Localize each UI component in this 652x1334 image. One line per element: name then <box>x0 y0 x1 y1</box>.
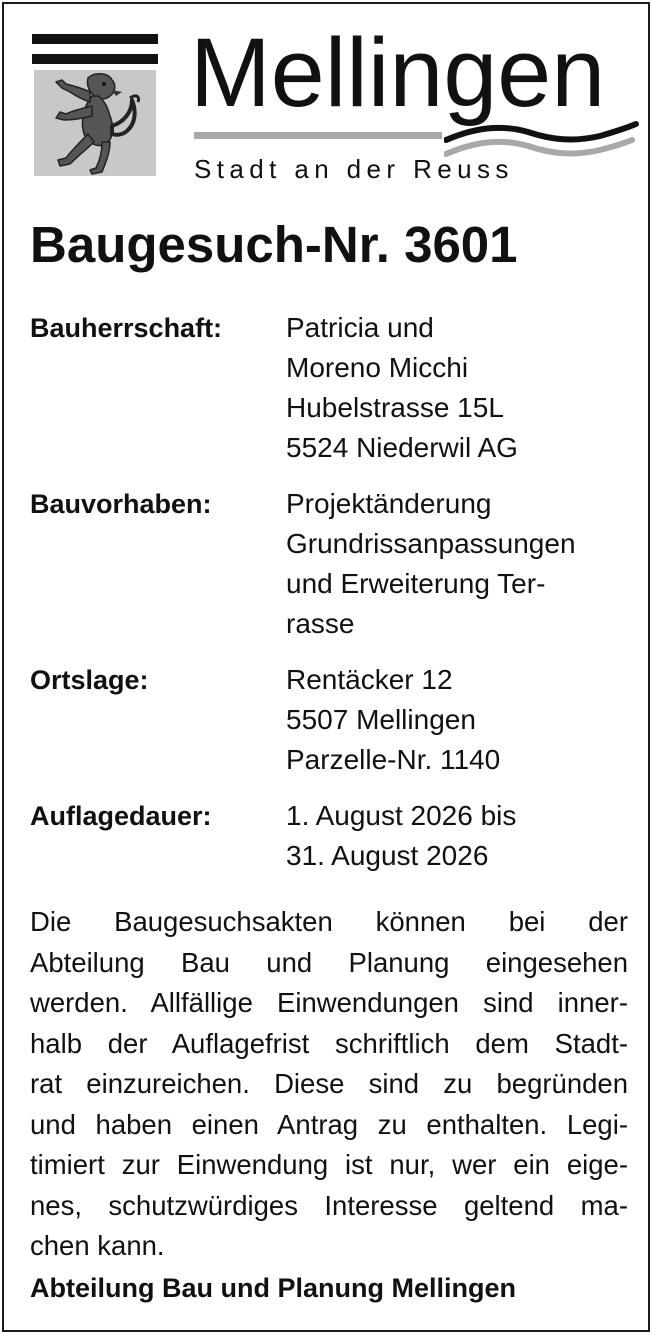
field-value-line: 1. August 2026 bis <box>286 800 517 831</box>
notice-title: Baugesuch-Nr. 3601 <box>30 216 518 273</box>
body-line: Die Baugesuchsakten können bei der <box>30 906 628 937</box>
field-value-line: Rentäcker 12 <box>286 664 453 695</box>
body-line: rat einzureichen. Diese sind zu begründen <box>30 1068 628 1099</box>
field-value-line: und Erweiterung Ter- <box>286 568 546 599</box>
field-value <box>286 484 576 644</box>
field-ortslage <box>30 660 630 780</box>
notice-frame <box>2 2 650 1332</box>
header <box>4 4 652 204</box>
field-value-line: 31. August 2026 <box>286 840 489 871</box>
field-value-line: Projektänderung <box>286 488 492 519</box>
field-value-line: 5524 Niederwil AG <box>286 432 518 463</box>
body-line: werden. Allfällige Einwendungen sind inner- <box>30 987 628 1018</box>
field-value-line: Moreno Micchi <box>286 352 469 383</box>
field-value-line: 5507 Mellingen <box>286 704 476 735</box>
field-label: Ortslage: <box>30 665 149 695</box>
body-line: timiert zur Einwendung ist nur, wer ein eige- <box>30 1149 628 1180</box>
field-label: Auflagedauer: <box>30 801 212 831</box>
field-bauvorhaben <box>30 484 630 644</box>
body-line: nes, schutzwürdiges Interesse geltend ma- <box>30 1189 628 1221</box>
body-line: halb der Auflagefrist schriftlich dem Stadt- <box>30 1027 628 1059</box>
notice-body <box>30 902 628 1267</box>
signature: Abteilung Bau und Planung Mellingen <box>30 1273 516 1303</box>
city-tagline: Stadt an der Reuss <box>194 154 514 184</box>
body-line: chen kann. <box>30 1230 165 1261</box>
field-value-line: Patricia und <box>286 312 434 343</box>
field-label: Bauherrschaft: <box>30 313 223 343</box>
field-value <box>286 660 500 780</box>
field-value-line: rasse <box>286 608 355 639</box>
field-value <box>286 308 518 468</box>
field-bauherrschaft <box>30 308 630 468</box>
lion-coat-of-arms-icon <box>32 34 160 178</box>
field-value-line: Grundrissanpassungen <box>286 528 576 559</box>
body-line: Abteilung Bau und Planung eingesehen <box>30 946 628 978</box>
field-value <box>286 796 516 876</box>
city-wordmark: Mellingen <box>190 18 606 127</box>
field-auflagedauer <box>30 796 630 876</box>
notice-fields <box>30 308 630 892</box>
field-label: Bauvorhaben: <box>30 489 212 519</box>
field-value-line: Parzelle-Nr. 1140 <box>286 744 501 775</box>
body-line: und haben einen Antrag zu enthalten. Legi- <box>30 1108 628 1140</box>
wordmark-underline <box>194 132 442 139</box>
field-value-line: Hubelstrasse 15L <box>286 392 504 423</box>
